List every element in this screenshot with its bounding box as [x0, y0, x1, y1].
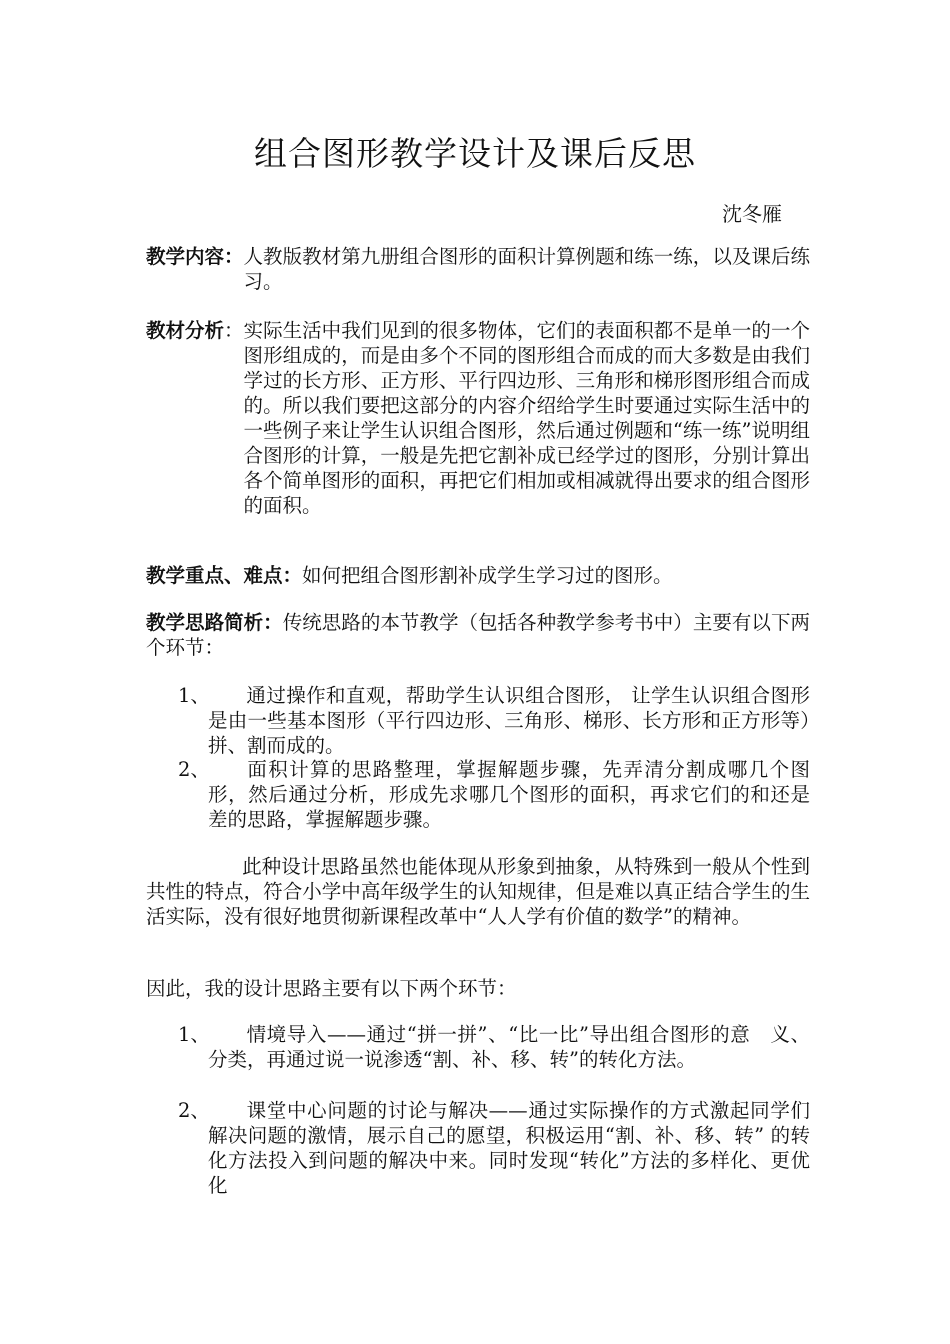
- section-label: 教学内容：: [146, 245, 244, 268]
- section-material-analysis: [146, 318, 810, 518]
- section-teaching-content: [146, 244, 810, 294]
- section-label: 教学思路简析：: [146, 611, 283, 634]
- list-text: 情境导入——通过“拼一拼”、“比一比”导出组合图形的意 义、分类，再通过说一说渗透“割、补、移、转”的转化方法。: [208, 1023, 810, 1071]
- list-text: 课堂中心问题的讨论与解决——通过实际操作的方式激起同学们解决问题的激情，展示自己的愿望，积极运用“割、补、移、转” 的转化方法投入到问题的解决中来。同时发现“转化”方法的多样化、更优化: [208, 1099, 810, 1197]
- list-text: 面积计算的思路整理，掌握解题步骤，先弄清分割成哪几个图形，然后通过分析，形成先求哪几个图形的面积，再求它们的和还是差的思路，掌握解题步骤。: [208, 758, 810, 831]
- list-number: 2、: [178, 1099, 210, 1122]
- section-label: 教学重点、难点：: [146, 564, 303, 587]
- list-number: 1、: [178, 1023, 210, 1046]
- list-text: 通过操作和直观，帮助学生认识组合图形， 让学生认识组合图形是由一些基本图形（平行四边形、三角形、梯形、长方形和正方形等）拼、割而成的。: [208, 684, 810, 757]
- section-label: 教材分析: [146, 319, 225, 342]
- list-item: [178, 757, 810, 832]
- list-item: [178, 683, 810, 758]
- section-text: 实际生活中我们见到的很多物体，它们的表面积都不是单一的一个图形组成的，而是由多个不同的图形组合而成的而大多数是由我们学过的长方形、正方形、平行四边形、三角形和梯形图形组合而成的。所以我们要把这部分的内容介绍给学生时要通过实际生活中的一些例子来让学生认识组合图形，然后通过例题和“练一练”说明组合图形的计算，一般是先把它割补成已经学过的图形，分别计算出各个简单图形的面积，再把它们相加或相减就得出要求的组合图形的面积。: [243, 319, 810, 517]
- author-name: 沈冬雁: [722, 202, 782, 226]
- section-text: 人教版教材第九册组合图形的面积计算例题和练一练，以及课后练习。: [243, 245, 810, 293]
- section-label-group: [146, 318, 244, 518]
- label-colon: ：: [224, 319, 244, 342]
- section-text: 如何把组合图形割补成学生学习过的图形。: [302, 564, 673, 587]
- commentary-paragraph: [146, 854, 810, 929]
- design-intro: 因此，我的设计思路主要有以下两个环节：: [146, 977, 517, 1000]
- list-item: [178, 1022, 810, 1072]
- list-number: 1、: [178, 684, 210, 707]
- document-title: 组合图形教学设计及课后反思: [254, 134, 696, 173]
- list-item: [178, 1098, 810, 1198]
- list-number: 2、: [178, 758, 210, 781]
- section-approach: [146, 610, 810, 660]
- section-key-points: [146, 563, 810, 588]
- section-text: 传统思路的本节教学（包括各种教学参考书中）主要有以下两个环节：: [146, 611, 810, 659]
- paragraph-text: 此种设计思路虽然也能体现从形象到抽象，从特殊到一般从个性到共性的特点，符合小学中高年级学生的认知规律，但是难以真正结合学生的生活实际，没有很好地贯彻新课程改革中“人人学有价值的数学”的精神。: [146, 855, 810, 928]
